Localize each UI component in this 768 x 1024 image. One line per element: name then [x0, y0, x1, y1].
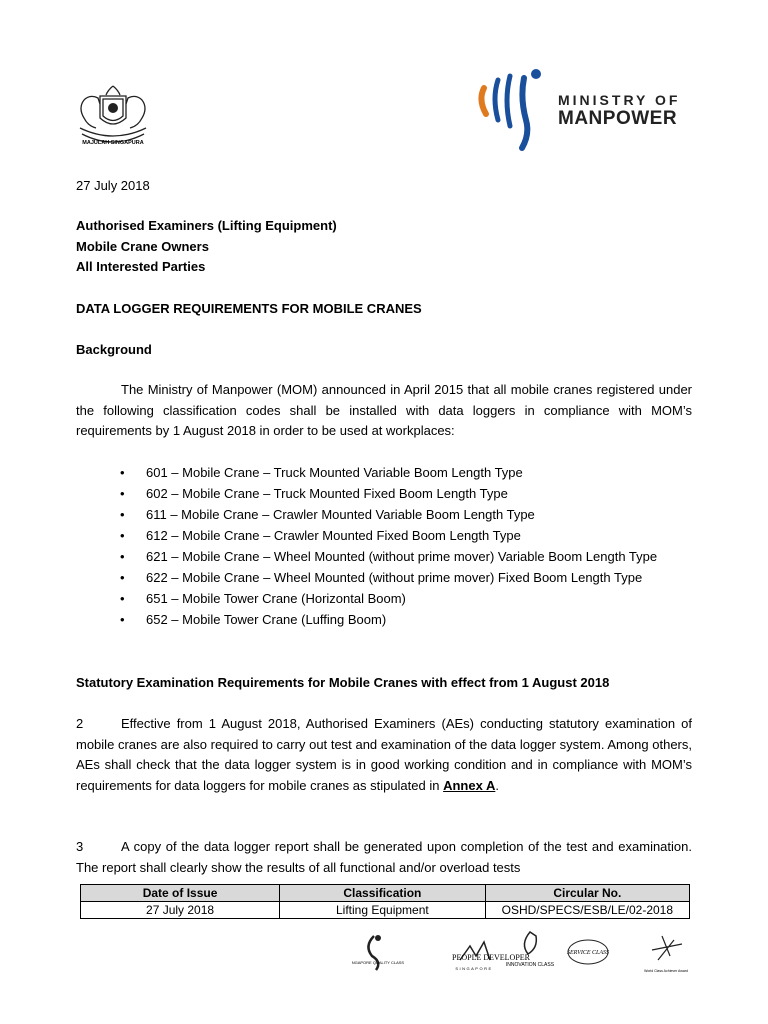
cell-classification: Lifting Equipment: [280, 902, 486, 919]
table-row: [81, 902, 690, 919]
annex-a-link[interactable]: Annex A: [443, 777, 496, 793]
list-item: [76, 609, 692, 630]
table-header-row: [81, 885, 690, 902]
crane-code-text: 651 – Mobile Tower Crane (Horizontal Boom): [146, 591, 406, 606]
logo-text-line1: MINISTRY OF: [558, 92, 681, 108]
crane-code-text: 601 – Mobile Crane – Truck Mounted Variable Boom Length Type: [146, 465, 523, 480]
background-heading: Background: [76, 342, 152, 357]
letter-subject: DATA LOGGER REQUIREMENTS FOR MOBILE CRANES: [76, 301, 422, 316]
letter-date: 27 July 2018: [76, 178, 150, 193]
ministry-of-manpower-logo: [476, 64, 688, 162]
bullet-icon: •: [120, 528, 125, 543]
recipient-3: All Interested Parties: [76, 259, 206, 274]
header-classification: Classification: [280, 885, 486, 902]
crane-code-text: 622 – Mobile Crane – Wheel Mounted (without prime mover) Fixed Boom Length Type: [146, 570, 643, 585]
singapore-quality-class-logo: [352, 935, 404, 970]
logo-text-line2: MANPOWER: [558, 108, 678, 129]
cell-date-of-issue: 27 July 2018: [81, 902, 280, 919]
recipient-1: Authorised Examiners (Lifting Equipment): [76, 218, 337, 233]
crane-code-text: 621 – Mobile Crane – Wheel Mounted (without prime mover) Variable Boom Length Type: [146, 549, 658, 564]
bullet-icon: •: [120, 507, 125, 522]
bullet-icon: •: [120, 549, 125, 564]
paragraph-3-number: 3: [76, 839, 84, 854]
list-item: [76, 567, 692, 588]
award-text-sqc: SINGAPORE QUALITY CLASS: [352, 960, 405, 965]
crane-code-text: 652 – Mobile Tower Crane (Luffing Boom): [146, 612, 387, 627]
bullet-icon: •: [120, 465, 125, 480]
paragraph-2: [76, 714, 692, 796]
singapore-crest: [70, 78, 156, 148]
innovation-class-logo: [506, 932, 555, 968]
list-item: [76, 525, 692, 546]
paragraph-2-number: 2: [76, 716, 84, 731]
list-item: [76, 462, 692, 483]
award-text-pd: PEOPLE DEVELOPER: [452, 953, 530, 962]
list-item: [76, 588, 692, 609]
header-circular-no: Circular No.: [485, 885, 689, 902]
header-date-of-issue: Date of Issue: [81, 885, 280, 902]
award-text-pd-sub: SINGAPORE: [455, 966, 493, 971]
crest-motto: MAJULAH SINGAPURA: [82, 140, 144, 146]
paragraph-2-end: .: [495, 777, 499, 793]
intro-paragraph: The Ministry of Manpower (MOM) announced in April 2015 that all mobile cranes registered under the following classification codes shall be installed with data loggers in compliance with MOM’s requirements by 1 August 2018 in order to be used at workplaces:: [76, 382, 692, 438]
crane-code-text: 612 – Mobile Crane – Crawler Mounted Fixed Boom Length Type: [146, 528, 521, 543]
crane-code-text: 611 – Mobile Crane – Crawler Mounted Variable Boom Length Type: [146, 507, 535, 522]
cell-circular-no: OSHD/SPECS/ESB/LE/02-2018: [485, 902, 689, 919]
bullet-icon: •: [120, 591, 125, 606]
bullet-icon: •: [120, 570, 125, 585]
footer-issue-table: [80, 884, 690, 919]
award-text-wca: World Class Achiever Award: [644, 969, 688, 973]
service-class-logo: [567, 940, 609, 964]
crane-code-text: 602 – Mobile Crane – Truck Mounted Fixed Boom Length Type: [146, 486, 508, 501]
list-item: [76, 546, 692, 567]
recipient-2: Mobile Crane Owners: [76, 239, 209, 254]
paragraph-2-text: Effective from 1 August 2018, Authorised Examiners (AEs) conducting statutory examination of mobile cranes are also required to carry out test and examination of the data logger system. Among others, AEs shall check that the data logger system is in good working condition and in compliance with MOM’s requirements for data loggers for mobile cranes as stipulated in: [76, 716, 692, 793]
award-text-sc: SERVICE CLASS: [566, 950, 610, 956]
bullet-icon: •: [120, 486, 125, 501]
section-heading: Statutory Examination Requirements for Mobile Cranes with effect from 1 August 2018: [76, 675, 610, 690]
award-logos: [352, 926, 692, 978]
world-class-achiever-logo: [644, 936, 688, 973]
bullet-icon: •: [120, 612, 125, 627]
list-item: [76, 504, 692, 525]
paragraph-3: A copy of the data logger report shall be generated upon completion of the test and examination. The report shall clearly show the results of all functional and/or overload tests: [76, 839, 692, 875]
award-text-ic: INNOVATION CLASS: [505, 962, 555, 968]
crane-code-list: [76, 462, 692, 630]
list-item: [76, 483, 692, 504]
